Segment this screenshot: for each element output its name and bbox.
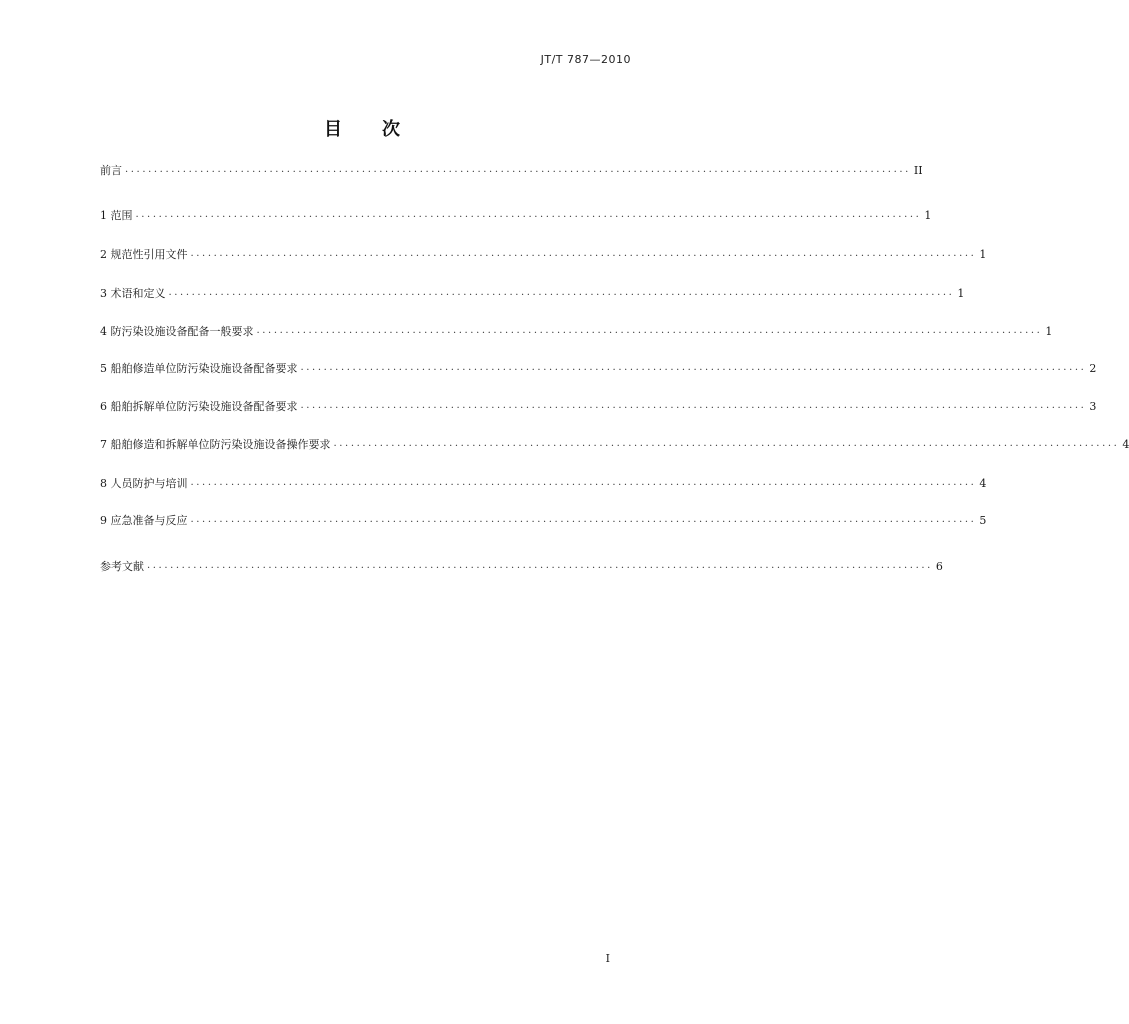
toc-entry-page: 4 bbox=[979, 476, 987, 490]
toc-entry-page: 3 bbox=[1089, 399, 1097, 413]
toc-entry-shipbuilding-requirements[interactable] bbox=[100, 358, 1097, 378]
toc-leader-dots: ........................................................................................................................................ bbox=[300, 362, 1087, 373]
toc-entry-general-requirements[interactable] bbox=[100, 321, 1053, 341]
toc-entry-page: 1 bbox=[979, 247, 987, 261]
toc-entry-label: 5 船舶修造单位防污染设施设备配备要求 bbox=[100, 362, 298, 375]
toc-entry-label: 6 船舶拆解单位防污染设施设备配备要求 bbox=[100, 400, 298, 413]
toc-leader-dots: ........................................................................................................................................ bbox=[300, 400, 1087, 411]
toc-leader-dots: ........................................................................................................................................ bbox=[125, 164, 911, 175]
toc-entry-shipbreaking-requirements[interactable] bbox=[100, 396, 1097, 416]
toc-leader-dots: ........................................................................................................................................ bbox=[190, 248, 977, 259]
toc-entry-label: 8 人员防护与培训 bbox=[100, 477, 188, 490]
toc-entry-page: 1 bbox=[957, 286, 965, 300]
toc-entry-page: 1 bbox=[924, 208, 932, 222]
toc-entry-page: 2 bbox=[1089, 361, 1097, 375]
toc-leader-dots: ........................................................................................................................................ bbox=[190, 514, 977, 525]
toc-entry-page: 6 bbox=[935, 559, 943, 573]
toc-leader-dots: ........................................................................................................................................ bbox=[147, 560, 933, 571]
toc-leader-dots: ........................................................................................................................................ bbox=[256, 325, 1043, 336]
toc-entry-label: 2 规范性引用文件 bbox=[100, 248, 188, 261]
toc-entry-page: 1 bbox=[1045, 324, 1053, 338]
toc-entry-label: 3 术语和定义 bbox=[100, 287, 166, 300]
toc-entry-normative-references[interactable] bbox=[100, 244, 987, 264]
toc-entry-foreword[interactable] bbox=[100, 160, 923, 180]
toc-entry-emergency-response[interactable] bbox=[100, 510, 987, 530]
standard-code: JT/T 787—2010 bbox=[540, 53, 631, 66]
toc-leader-dots: ........................................................................................................................................ bbox=[135, 209, 922, 220]
toc-entry-label: 7 船舶修造和拆解单位防污染设施设备操作要求 bbox=[100, 438, 331, 451]
toc-leader-dots: ........................................................................................................................................ bbox=[333, 438, 1120, 449]
toc-entry-personnel-protection[interactable] bbox=[100, 473, 987, 493]
toc-entry-page: 4 bbox=[1122, 437, 1129, 451]
page-title: 目次 bbox=[324, 119, 440, 140]
toc-entry-scope[interactable] bbox=[100, 205, 932, 225]
toc-entry-page: 5 bbox=[979, 513, 987, 527]
toc-entry-bibliography[interactable] bbox=[100, 556, 943, 576]
toc-entry-label: 4 防污染设施设备配备一般要求 bbox=[100, 325, 254, 338]
toc-leader-dots: ........................................................................................................................................ bbox=[168, 287, 955, 298]
toc-leader-dots: ........................................................................................................................................ bbox=[190, 477, 977, 488]
toc-entry-page: II bbox=[913, 163, 923, 177]
page-number: I bbox=[605, 952, 610, 965]
toc-entry-terms-definitions[interactable] bbox=[100, 283, 965, 303]
toc-entry-label: 参考文献 bbox=[100, 560, 144, 573]
toc-entry-label: 前言 bbox=[100, 164, 122, 177]
toc-entry-operation-requirements[interactable] bbox=[100, 434, 1129, 454]
toc-entry-label: 9 应急准备与反应 bbox=[100, 514, 188, 527]
toc-entry-label: 1 范围 bbox=[100, 209, 133, 222]
